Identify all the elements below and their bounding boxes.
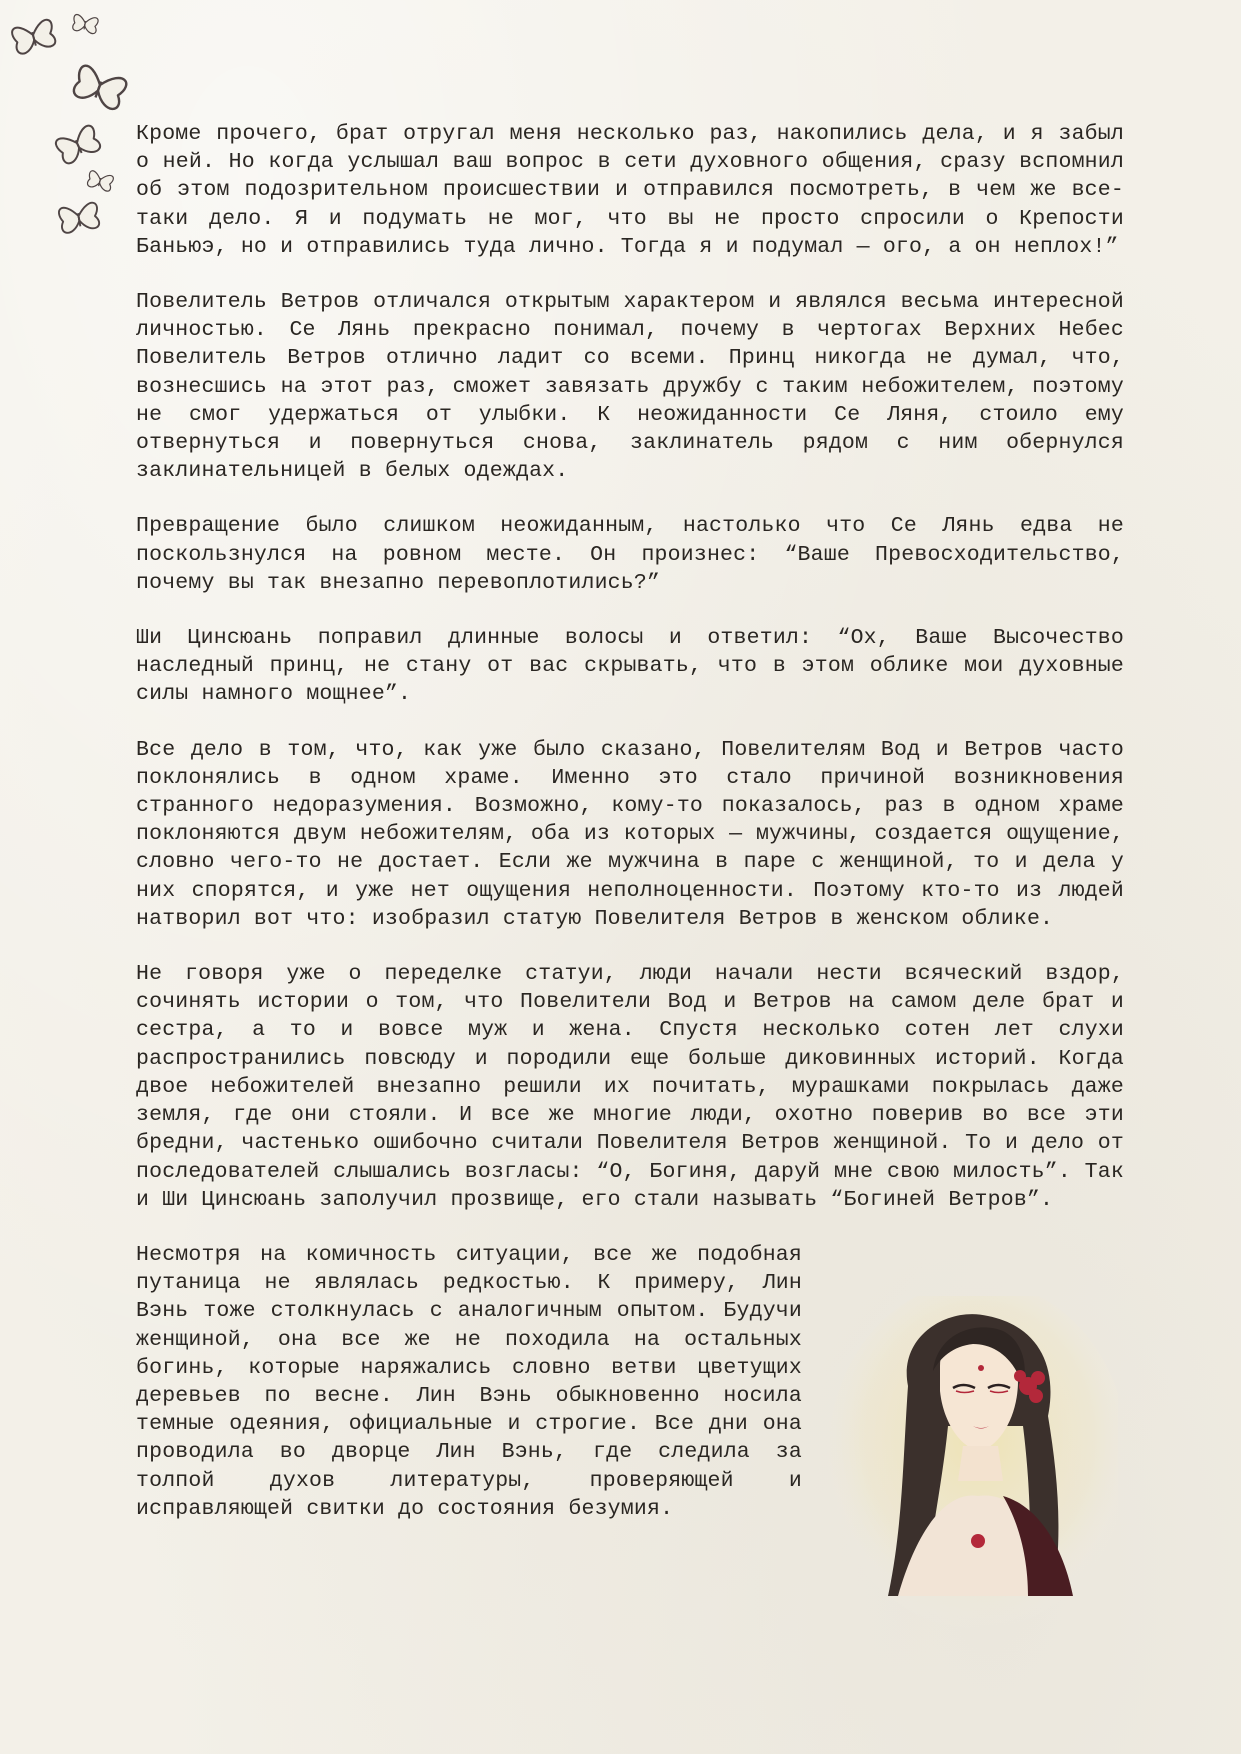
butterfly-icon xyxy=(58,202,100,234)
butterfly-icon xyxy=(86,170,114,192)
paragraph: Кроме прочего, брат отругал меня несколько раз, накопились дела, и я забыл о ней. Но когда услышал ваш вопрос в сети духовного общения, сразу вспомнил об этом подозрительном происшествии и отправился посмотреть, в чем же все-таки дело. Я и подумать не мог, что вы не просто спросили о Крепости Баньюэ, но и отправились туда лично. Тогда я и подумал — ого, а он неплох!” xyxy=(136,122,1124,259)
paragraph: Несмотря на комичность ситуации, все же подобная путаница не являлась редкостью. К примеру, Лин Вэнь тоже столкнулась с аналогичным опытом. Будучи женщиной, она все же не походила на остальных богинь, которые наряжались словно ветви цветущих деревьев по весне. Лин Вэнь обыкновенно носила темные одеяния, официальные и строгие. Все дни она проводила во дворце Лин Вэнь, где следила за толпой духов литературы, проверяющей и исправляющей свитки до состояния безумия. xyxy=(136,1242,802,1521)
woman-portrait-illustration xyxy=(828,1296,1118,1636)
butterfly-icon xyxy=(72,14,99,34)
paragraph: Ши Цинсюань поправил длинные волосы и ответил: “Ох, Ваше Высочество наследный принц, не стану от вас скрывать, что в этом облике мои духовные силы намного мощнее”. xyxy=(136,626,1124,707)
butterfly-icon xyxy=(11,19,57,55)
butterfly-icon xyxy=(71,64,128,111)
paragraph: Повелитель Ветров отличался открытым характером и являлся весьма интересной личностью. Се Лянь прекрасно понимал, почему в чертогах Верхних Небес Повелитель Ветров отлично ладит со всеми. Принц никогда не думал, что, вознесшись на этот раз, сможет завязать дружбу с таким небожителем, поэтому не смог удержаться от улыбки. К неожиданности Се Ляня, стоило ему отвернуться и повернуться снова, заклинатель рядом с ним обернулся заклинательницей в белых одеждах. xyxy=(136,290,1124,484)
butterfly-icon xyxy=(54,124,102,165)
paragraph: Превращение было слишком неожиданным, настолько что Се Лянь едва не поскользнулся на ровном месте. Он произнес: “Ваше Превосходительство, почему вы так внезапно перевоплотились?” xyxy=(136,514,1124,595)
paragraph: Не говоря уже о переделке статуи, люди начали нести всяческий вздор, сочинять истории о том, что Повелители Вод и Ветров на самом деле брат и сестра, а то и вовсе муж и жена. Спустя несколько сотен лет слухи распространились повсюду и породили еще больше диковинных историй. Когда двое небожителей внезапно решили их почитать, мурашками покрылась даже земля, где они стояли. И все же многие люди, охотно поверив во все эти бредни, частенько ошибочно считали Повелителя Ветров женщиной. То и дело от последователей слышались возгласы: “О, Богиня, даруй мне свою милость”. Так и Ши Цинсюань заполучил прозвище, его стали называть “Богиней Ветров”. xyxy=(136,962,1124,1212)
rose-icon xyxy=(971,1534,985,1548)
paragraph: Все дело в том, что, как уже было сказано, Повелителям Вод и Ветров часто поклонялись в одном храме. Именно это стало причиной возникновения странного недоразумения. Возможно, кому-то показалось, раз в одном храме поклоняются двум небожителям, оба из которых — мужчины, создается ощущение, словно чего-то не достает. Если же мужчина в паре с женщиной, то и дела у них спорятся, и уже нет ощущения неполноценности. Поэтому кто-то из людей натворил вот что: изобразил статую Повелителя Ветров в женском облике. xyxy=(136,737,1124,931)
